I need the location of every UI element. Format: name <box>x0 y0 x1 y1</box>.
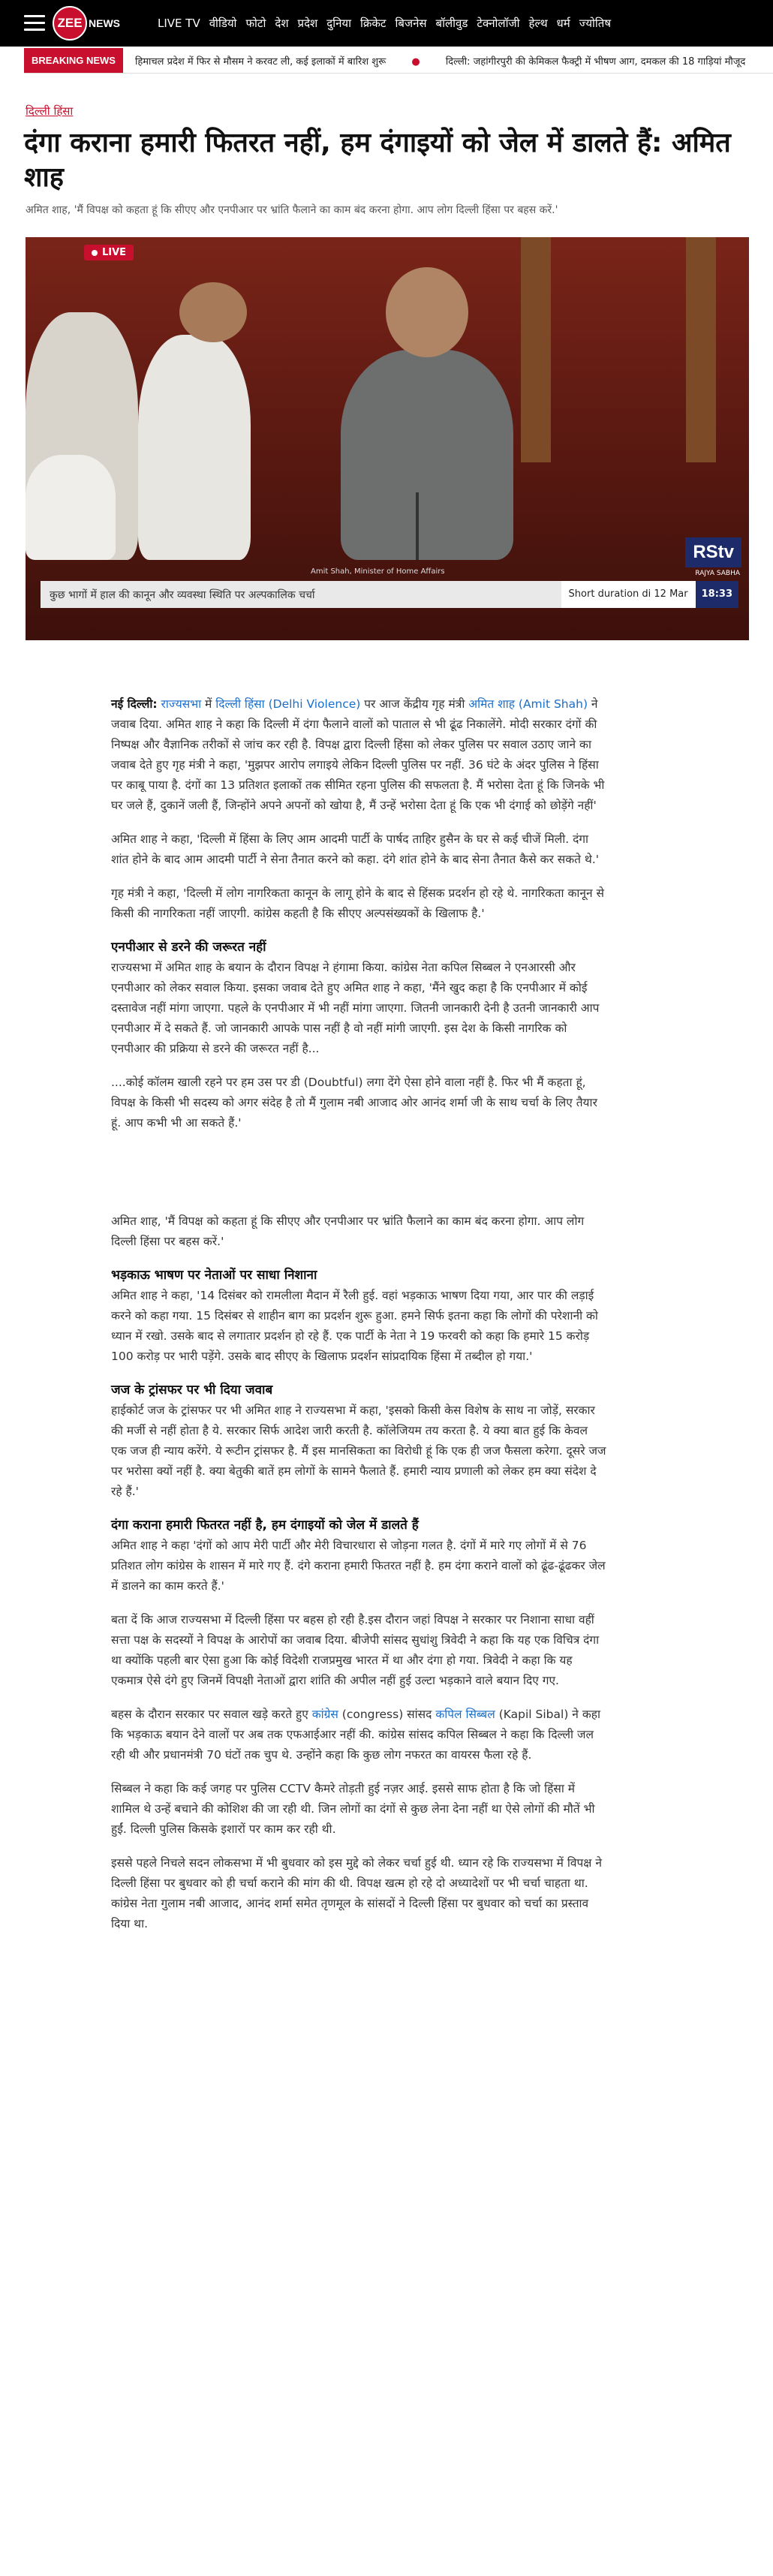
amit-shah-link[interactable]: अमित शाह (Amit Shah) <box>468 697 588 711</box>
video-player[interactable] <box>26 237 749 640</box>
article-paragraph: ....कोई कॉलम खाली रहने पर हम उस पर डी (Doubtful) लगा देंगे ऐसा होने वाला नहीं है. फिर भी मैं कहता हूं, विपक्ष के किसी भी सदस्य को अगर संदेह है तो मैं गुलाम नबी आजाद ओर आनंद शर्मा जी के साथ चर्चा के लिए तैयार हूं. आप कभी भी आ सकते हैं.' <box>111 1076 597 1130</box>
live-label: LIVE <box>102 247 127 258</box>
text-span: (Kapil Sibal) ने कहा कि भड़काऊ बयान देने वालों पर अब तक एफआईआर नहीं की. कांग्रेस सांसद कपिल सिब्बल ने कहा कि दिल्ली जल रही थी और प्रधानमंत्री 70 घंटों तक चुप थे. उन्होंने कहा कि कुछ लोग नफरत का वायरस फैला रहे हैं. <box>111 1708 600 1762</box>
logo-mark: ZEE <box>53 6 87 41</box>
nav-technology[interactable]: टेक्नोलॉजी <box>477 17 520 30</box>
article-paragraph: सिब्बल ने कहा कि कई जगह पर पुलिस CCTV कैमरे तोड़ती हुई नज़र आई. इससे साफ होता है कि जो हिंसा में शामिल थे उन्हें बचाने की कोशिश की जा रही थी. जिन लोगों का दंगों से कुछ लेना देना नहीं था ऐसे लोगों की मौतें भी हुईं. दिल्ली पुलिस किसके इशारों पर काम कर रही थी. <box>111 1782 595 1836</box>
video-caption-bar <box>41 581 738 608</box>
embed-spacer <box>111 1147 606 1211</box>
section-heading: एनपीआर से डरने की जरूरत नहीं <box>111 940 266 955</box>
video-duration-label: Short duration di 12 Mar <box>561 581 696 608</box>
nav-world[interactable]: दुनिया <box>326 17 351 30</box>
section-heading: दंगा कराना हमारी फितरत नहीं है, हम दंगाइयों को जेल में डालते हैं <box>111 1518 419 1533</box>
seated-member <box>26 455 116 560</box>
nav-videos[interactable]: वीडियो <box>209 17 237 30</box>
nav-astrology[interactable]: ज्योतिष <box>579 17 612 30</box>
kapil-sibal-link[interactable]: कपिल सिब्बल <box>435 1708 495 1721</box>
nav-business[interactable]: बिजनेस <box>395 17 427 30</box>
text-span: बहस के दौरान सरकार पर सवाल खड़े करते हुए <box>111 1708 312 1721</box>
section-heading: जज के ट्रांसफर पर भी दिया जवाब <box>111 1383 273 1398</box>
article-headline: दंगा कराना हमारी फितरत नहीं, हम दंगाइयों को जेल में डालते हैं: अमित शाह <box>24 128 731 193</box>
article-paragraph: अमित शाह ने कहा 'दंगों को आप मेरी पार्टी और मेरी विचारधारा से जोड़ना गलत है. दंगों में मारे गए लोगों में से 76 प्रतिशत लोग कांग्रेस के शासन में मारे गए हैं. दंगे कराना हमारी फितरत नहीं है. हम दंगा कराने वालों को ढूंढ-ढूंढकर जेल में डालने का काम करते हैं.' <box>111 1539 606 1593</box>
article-paragraph: राज्यसभा में अमित शाह के बयान के दौरान विपक्ष ने हंगामा किया. कांग्रेस नेता कपिल सिब्बल ने एनआरसी और एनपीआर को लेकर सवाल किया. इसका जवाब देते हुए अमित शाह ने कहा, 'मैंने खुद कहा है कि एनपीआर में कोई दस्तावेज नहीं मांगा जाएगा. पहले के एनपीआर में भी नहीं मांगा जाएगा. जितनी जानकारी देनी है उतनी जानकारी आप एनपीआर में दे सकते हैं. जो जानकारी आपके पास नहीं है वो नहीं मांगी जाएगी. इस देश के किसी नागरिक को एनपीआर की प्रक्रिया से डरने की जरूरत नहीं है... <box>111 961 600 1055</box>
article-paragraph: अमित शाह ने कहा, '14 दिसंबर को रामलीला मैदान में रैली हुई. वहां भड़काऊ भाषण दिया गया, आर पार की लड़ाई करने को कहा गया. 15 दिसंबर से शाहीन बाग का प्रदर्शन शुरू हुआ. हमने सिर्फ इतना कहा कि लोगों की परेशानी को ध्यान में रखो. उसके बाद से लगातार प्रदर्शन हो रहे हैं. एक पार्टी के नेता ने 19 फरवरी को कहा कि हमारे 15 करोड़ 100 करोड़ पर भारी पड़ेंगे. उसके बाद सीएए के खिलाफ प्रदर्शन सांप्रदायिक हिंसा में तब्दील हो गया.' <box>111 1289 598 1363</box>
dateline: नई दिल्ली: <box>111 697 158 711</box>
article-subhead: अमित शाह, 'मैं विपक्ष को कहता हूं कि सीएए और एनपीआर पर भ्रांति फैलाने का काम बंद करना होगा. आप लोग दिल्ली हिंसा पर बहस करें.' <box>26 204 558 216</box>
article-paragraph: अमित शाह ने कहा, 'दिल्ली में हिंसा के लिए आम आदमी पार्टी के पार्षद ताहिर हुसैन के घर से कई चीजें मिली. दंगा शांत होने के बाद आम आदमी पार्टी ने सेना तैनात करने को कहा. दंगे शांत होने के बाद सेना तैनात कैसे कर सकते थे.' <box>111 832 600 866</box>
nav-live-tv[interactable]: LIVE TV <box>158 17 200 30</box>
ticker-separator-icon: ● <box>411 56 420 68</box>
channel-subtitle: RAJYA SABHA <box>695 570 740 577</box>
article-body <box>111 694 606 1948</box>
article-paragraph: हाईकोर्ट जज के ट्रांसफर पर भी अमित शाह ने राज्यसभा में कहा, 'इसको किसी केस विशेष के साथ ना जोड़ें, सरकार की मर्जी से नहीं होता है ये. सरकार सिर्फ आदेश जारी करती है. कॉलेजियम तय करता है. ये क्या बात हुई कि केवल एक जज ही न्याय करेंगे. ये रूटीन ट्रांसफर है. मैं इस मानसिकता का विरोधी हूं कि एक ही जज फैसला करेगा. दूसरे जज पर भरोसा क्यों नहीं है. क्या बेतुकी बातें हम लोगों के सामने फैलाते हैं. हमारी न्याय प्रणाली को लेकर हम क्या संदेश दे रहे हैं.' <box>111 1404 606 1498</box>
text-span: पर आज केंद्रीय गृह मंत्री <box>360 697 469 711</box>
video-caption: कुछ भागों में हाल की कानून और व्यवस्था स्थिति पर अल्पकालिक चर्चा <box>50 588 315 601</box>
main-nav <box>158 0 620 47</box>
breaking-ticker <box>135 54 768 68</box>
live-dot-icon <box>92 250 98 256</box>
nav-cricket[interactable]: क्रिकेट <box>360 17 386 30</box>
article-paragraph <box>111 1705 606 1765</box>
text-span: में <box>201 697 216 711</box>
microphone-icon <box>416 492 419 560</box>
live-badge <box>84 245 134 260</box>
article-paragraph: गृह मंत्री ने कहा, 'दिल्ली में लोग नागरिकता कानून के लागू होने के बाद से हिंसक प्रदर्शन हो रहे थे. नागरिकता कानून से किसी की नागरिकता नहीं जाएगी. कांग्रेस कहती है कि सीएए अल्पसंख्यकों के खिलाफ है.' <box>111 886 604 920</box>
breaking-news-label: BREAKING NEWS <box>24 48 123 74</box>
speaker-head <box>386 267 468 357</box>
nav-country[interactable]: देश <box>275 17 289 30</box>
speaker-vest <box>341 350 513 560</box>
congress-link[interactable]: कांग्रेस <box>311 1708 338 1721</box>
nav-health[interactable]: हेल्थ <box>528 17 548 30</box>
nav-states[interactable]: प्रदेश <box>297 17 318 30</box>
background-pillar <box>686 237 716 462</box>
background-pillar <box>521 237 551 462</box>
ticker-item[interactable]: दिल्ली: जहांगीरपुरी की केमिकल फैक्ट्री में भीषण आग, दमकल की 18 गाड़ियां मौजूद <box>445 56 746 68</box>
article-paragraph: अमित शाह, 'मैं विपक्ष को कहता हूं कि सीएए और एनपीआर पर भ्रांति फैलाने का काम बंद करना होगा. आप लोग दिल्ली हिंसा पर बहस करें.' <box>111 1214 585 1248</box>
article-paragraph <box>111 694 606 816</box>
video-time: 18:33 <box>696 581 738 608</box>
article-paragraph: बता दें कि आज राज्यसभा में दिल्ली हिंसा पर बहस हो रही है.इस दौरान जहां विपक्ष ने सरकार पर निशाना साधा वहीं सत्ता पक्ष के सदस्यों ने विपक्ष के आरोपों का जवाब दिया. बीजेपी सांसद सुधांशु त्रिवेदी ने कहा कि यह एक विचित्र दंगा था क्योंकि पहली बार ऐसा हुआ कि कोई विदेशी राजप्रमुख भारत में था और दंगा हो गया. त्रिवेदी ने कहा कि यह एकमात्र ऐसे दंगे हुए जिनमें विपक्षी नेताओं द्वारा शांति की अपील नहीं हुई उल्टा भड़काने वाले बयान दिए गए. <box>111 1613 600 1687</box>
section-heading: भड़काऊ भाषण पर नेताओं पर साधा निशाना <box>111 1268 317 1283</box>
seated-member <box>138 335 251 560</box>
text-span: ने जवाब दिया. अमित शाह ने कहा कि दिल्ली में दंगा फैलाने वालों को पाताल से भी ढूंढ निकालेंगे. मोदी सरकार दंगों की निष्पक्ष और वैज्ञानिक तरीकों से जांच कर रही है. विपक्ष द्वारा दिल्ली हिंसा को लेकर पुलिस पर सवाल उठाए जाने का जवाब देते हुए गृह मंत्री ने कहा, 'मुझपर आरोप लगाइये लेकिन दिल्ली पुलिस पर नहीं. 36 घंटे के अंदर पुलिस ने हिंसा पर काबू पाया है. दंगों का 13 प्रतिशत इलाकों तक सीमित रहना पुलिस की सफलता है. मैं भरोसा देता हूं कि जिनके भी घर जले हैं, दुकानें जली हैं, जिन्होंने अपने अपनों को खोया है, मैं उन्हें भरोसा देता हूं कि एक भी दंगाई को छोड़ेंगे नहीं' <box>111 697 605 812</box>
speaker-name-strip: Amit Shah, Minister of Home Affairs <box>311 567 445 576</box>
category-link[interactable]: दिल्ली हिंसा <box>26 104 74 118</box>
site-logo[interactable] <box>53 6 120 41</box>
article-paragraph: इससे पहले निचले सदन लोकसभा में भी बुधवार को इस मुद्दे को लेकर चर्चा हुई थी. ध्यान रहे कि राज्यसभा में विपक्ष ने दिल्ली हिंसा पर बुधवार को ही चर्चा कराने की मांग की थी. विपक्ष खत्म हो रहे दो अध्यादेशों पर भी चर्चा चाहता था. कांग्रेस नेता गुलाम नबी आजाद, आनंद शर्मा समेत तृणमूल के सांसदों ने दिल्ली हिंसा पर बुधवार को चर्चा का प्रस्ताव दिया था. <box>111 1856 602 1930</box>
channel-logo: RStv <box>685 537 741 567</box>
breaking-news-bar <box>24 48 773 74</box>
top-navbar <box>0 0 773 47</box>
text-span: (congress) सांसद <box>338 1708 436 1721</box>
delhi-violence-link[interactable]: दिल्ली हिंसा (Delhi Violence) <box>215 697 361 711</box>
nav-photos[interactable]: फोटो <box>245 17 266 30</box>
nav-bollywood[interactable]: बॉलीवुड <box>435 17 468 30</box>
menu-icon[interactable] <box>24 15 45 32</box>
rajyasabha-link[interactable]: राज्यसभा <box>161 697 202 711</box>
nav-religion[interactable]: धर्म <box>556 17 570 30</box>
logo-word: NEWS <box>89 17 120 29</box>
member-head <box>179 282 247 342</box>
ticker-item[interactable]: हिमाचल प्रदेश में फिर से मौसम ने करवट ली, कई इलाकों में बारिश शुरू <box>134 56 386 68</box>
